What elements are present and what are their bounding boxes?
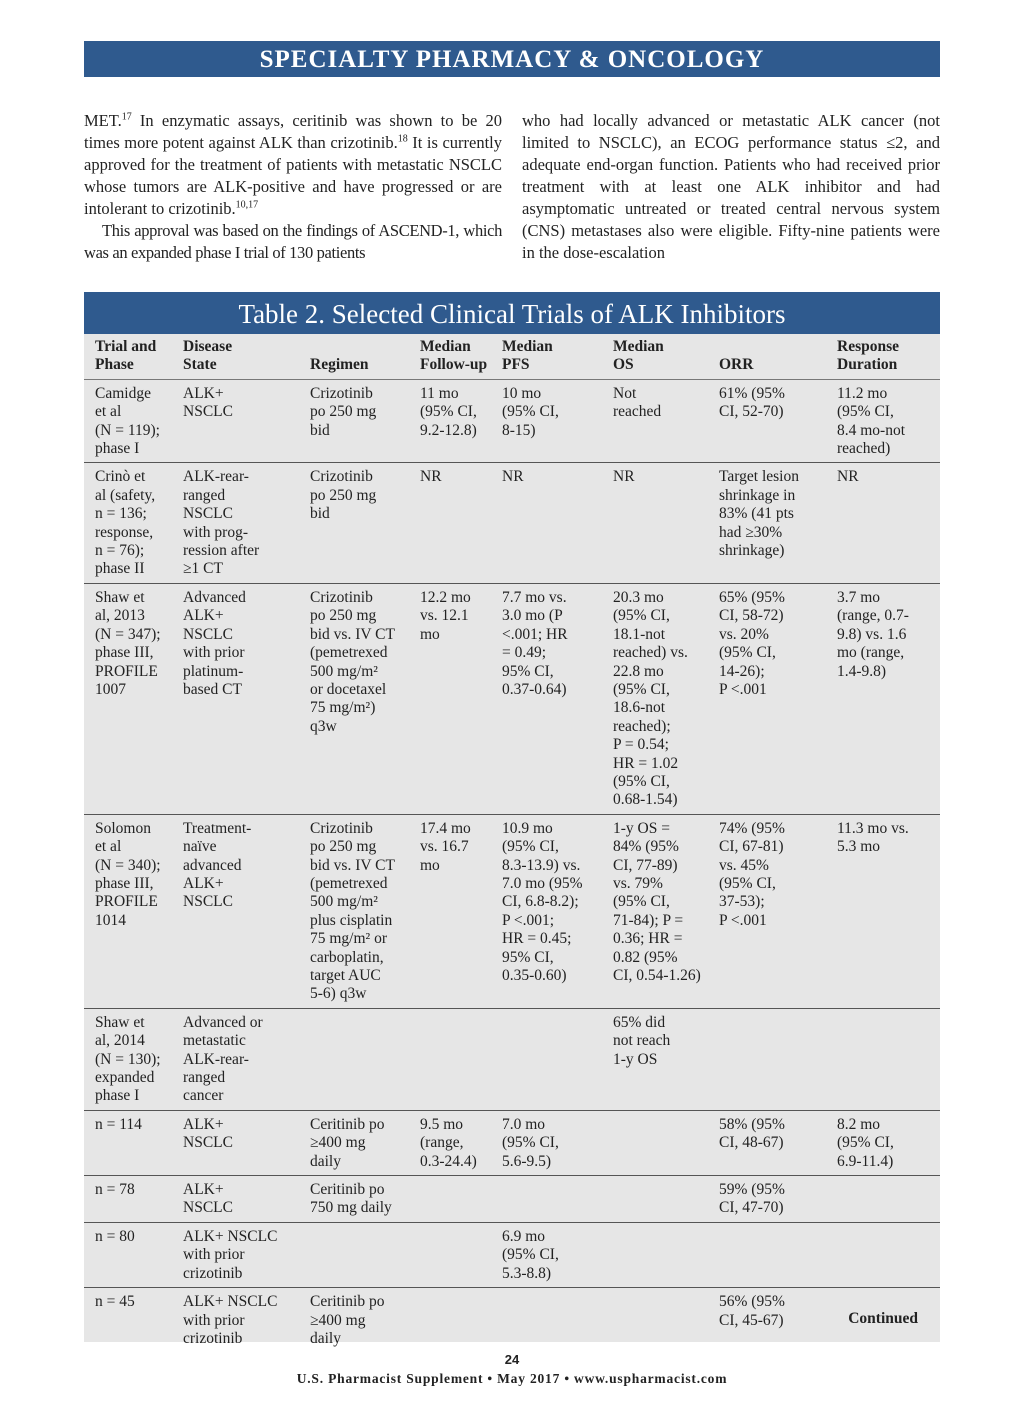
cell-orr bbox=[719, 1222, 837, 1287]
cell-regimen bbox=[310, 1008, 420, 1110]
table-row bbox=[84, 463, 940, 583]
cell-response-duration: 8.2 mo (95% CI, 6.9-11.4) bbox=[837, 1115, 894, 1170]
header-trial-phase: Trial and Phase bbox=[95, 338, 157, 374]
cell-median-follow-up: 17.4 mo vs. 16.7 mo bbox=[420, 819, 471, 874]
header-median-os: Median OS bbox=[613, 338, 664, 374]
trials-table-grid bbox=[84, 334, 940, 1352]
cell-median-os: 65% did not reach 1-y OS bbox=[613, 1013, 671, 1068]
header-disease-state: Disease State bbox=[183, 338, 233, 374]
cell-median-follow-up bbox=[420, 1288, 502, 1353]
table-row bbox=[84, 814, 940, 1008]
table-header-row bbox=[84, 334, 940, 379]
cell-median-pfs: 10.9 mo (95% CI, 8.3-13.9) vs. 7.0 mo (95% CI, 6.8-8.2); P <.001; HR = 0.45; 95% CI, 0.35-0.60) bbox=[502, 819, 583, 984]
cell-orr: 56% (95% CI, 45-67) bbox=[719, 1293, 785, 1329]
cell-trial-phase: Shaw et al, 2014 (N = 130); expanded phase I bbox=[95, 1013, 161, 1105]
table-body bbox=[84, 379, 940, 1352]
cell-regimen: Crizotinib po 250 mg bid bbox=[310, 468, 377, 523]
clinical-trials-table bbox=[84, 292, 940, 1347]
cell-disease-state: ALK+ NSCLC bbox=[183, 1115, 233, 1152]
cell-regimen bbox=[310, 1222, 420, 1287]
cell-disease-state: ALK+ NSCLC with prior crizotinib bbox=[183, 1293, 278, 1347]
table-row bbox=[84, 1176, 940, 1223]
cell-median-os bbox=[613, 1176, 719, 1223]
footer-line: U.S. Pharmacist Supplement • May 2017 • www.uspharmacist.com bbox=[296, 1371, 728, 1386]
page-number: 24 bbox=[504, 1352, 520, 1367]
cell-median-os: 1-y OS = 84% (95% CI, 77-89) vs. 79% (95% CI, 71-84); P = 0.36; HR = 0.82 (95% CI, 0.54-1.26) bbox=[613, 819, 701, 984]
left-paragraph-1: MET.$^{17}$ In enzymatic assays, ceritinib was shown to be 20 times more potent against ALK than crizotinib.$^{18}$ It is currently approved for the treatment of patients with metastatic NSCLC whose tumors are ALK-positive and have progressed or are intolerant to crizotinib.$^{10,17}$ bbox=[84, 111, 502, 218]
cell-regimen: Ceritinib po 750 mg daily bbox=[310, 1181, 392, 1217]
cell-trial-phase: Shaw et al, 2013 (N = 347); phase III, PROFILE 1007 bbox=[95, 588, 161, 698]
left-paragraph-2: This approval was based on the findings of ASCEND-1, which was an expanded phase I trial of 130 patients bbox=[84, 221, 502, 262]
cell-response-duration: 11.2 mo (95% CI, 8.4 mo-not reached) bbox=[837, 384, 906, 458]
cell-median-pfs: 6.9 mo (95% CI, 5.3-8.8) bbox=[502, 1227, 559, 1282]
cell-median-follow-up: 11 mo (95% CI, 9.2-12.8) bbox=[420, 384, 477, 439]
table-row bbox=[84, 1008, 940, 1110]
cell-orr: 61% (95% CI, 52-70) bbox=[719, 384, 785, 421]
header-median-pfs: Median PFS bbox=[502, 338, 553, 374]
cell-disease-state: ALK+ NSCLC bbox=[183, 1181, 233, 1217]
table-row bbox=[84, 1222, 940, 1287]
cell-median-follow-up bbox=[420, 1176, 502, 1223]
cell-median-os: Not reached bbox=[613, 384, 662, 421]
cell-response-duration: 11.3 mo vs. 5.3 mo bbox=[837, 819, 909, 856]
table-row bbox=[84, 583, 940, 814]
cell-median-pfs: 7.0 mo (95% CI, 5.6-9.5) bbox=[502, 1115, 559, 1170]
cell-median-follow-up: 12.2 mo vs. 12.1 mo bbox=[420, 588, 471, 643]
cell-median-follow-up bbox=[420, 1008, 502, 1110]
cell-orr: 65% (95% CI, 58-72) vs. 20% (95% CI, 14-26); P <.001 bbox=[719, 588, 785, 698]
cell-median-follow-up: NR bbox=[420, 468, 442, 486]
cell-trial-phase: Camidge et al (N = 119); phase I bbox=[95, 384, 160, 458]
cell-median-pfs bbox=[502, 1008, 613, 1110]
cell-orr: 74% (95% CI, 67-81) vs. 45% (95% CI, 37-53); P <.001 bbox=[719, 819, 785, 929]
table-row bbox=[84, 1110, 940, 1175]
cell-regimen: Crizotinib po 250 mg bid bbox=[310, 384, 377, 439]
cell-disease-state: Treatment- naïve advanced ALK+ NSCLC bbox=[183, 819, 252, 911]
cell-trial-phase: Solomon et al (N = 340); phase III, PROFILE 1014 bbox=[95, 819, 161, 929]
cell-median-pfs bbox=[502, 1288, 613, 1353]
cell-median-follow-up bbox=[420, 1222, 502, 1287]
cell-median-pfs bbox=[502, 1176, 613, 1223]
cell-response-duration bbox=[837, 1008, 940, 1110]
cell-disease-state: ALK+ NSCLC bbox=[183, 384, 233, 421]
header-regimen: Regimen bbox=[310, 356, 369, 374]
section-banner: SPECIALTY PHARMACY & ONCOLOGY bbox=[84, 41, 940, 77]
cell-median-os bbox=[613, 1288, 719, 1353]
cell-median-os bbox=[613, 1110, 719, 1175]
cell-response-duration: NR bbox=[837, 468, 859, 486]
cell-disease-state: Advanced ALK+ NSCLC with prior platinum- based CT bbox=[183, 588, 246, 698]
table-title: Table 2. Selected Clinical Trials of ALK Inhibitors bbox=[84, 292, 940, 334]
cell-disease-state: ALK+ NSCLC with prior crizotinib bbox=[183, 1227, 278, 1282]
cell-response-duration bbox=[837, 1176, 940, 1223]
cell-median-follow-up: 9.5 mo (range, 0.3-24.4) bbox=[420, 1115, 477, 1170]
cell-median-pfs: 7.7 mo vs. 3.0 mo (P <.001; HR = 0.49; 95% CI, 0.37-0.64) bbox=[502, 588, 568, 698]
right-paragraph-1: who had locally advanced or metastatic ALK cancer (not limited to NSCLC), an ECOG performance status ≤2, and adequate end-organ function. Patients who had received prior treatment with at least one ALK inhibitor and had asymptomatic untreated or treated central nervous system (CNS) metastases also were eligible. Fifty-nine patients were in the dose-escalation bbox=[522, 111, 940, 262]
cell-median-os: NR bbox=[613, 468, 635, 486]
cell-disease-state: Advanced or metastatic ALK-rear- ranged cancer bbox=[183, 1013, 263, 1105]
table-row bbox=[84, 379, 940, 463]
cell-response-duration bbox=[837, 1222, 940, 1287]
cell-orr: 59% (95% CI, 47-70) bbox=[719, 1181, 785, 1217]
cell-median-os bbox=[613, 1222, 719, 1287]
cell-median-pfs: 10 mo (95% CI, 8-15) bbox=[502, 384, 559, 439]
left-column bbox=[84, 110, 502, 264]
cell-median-os: 20.3 mo (95% CI, 18.1-not reached) vs. 22.8 mo (95% CI, 18.6-not reached); P = 0.54; HR = 1.02 (95% CI, 0.68-1.54) bbox=[613, 588, 688, 809]
header-orr: ORR bbox=[719, 356, 754, 374]
cell-orr: 58% (95% CI, 48-67) bbox=[719, 1115, 785, 1152]
cell-regimen: Ceritinib po ≥400 mg daily bbox=[310, 1115, 385, 1170]
cell-trial-phase: n = 45 bbox=[95, 1293, 135, 1311]
cell-regimen: Crizotinib po 250 mg bid vs. IV CT (pemetrexed 500 mg/m² plus cisplatin 75 mg/m² or carboplatin, target AUC 5-6) q3w bbox=[310, 819, 395, 1003]
cell-median-pfs: NR bbox=[502, 468, 524, 486]
continued-label: Continued bbox=[848, 1310, 918, 1327]
cell-orr: Target lesion shrinkage in 83% (41 pts had ≥30% shrinkage) bbox=[719, 468, 799, 560]
cell-response-duration: 3.7 mo (range, 0.7- 9.8) vs. 1.6 mo (range, 1.4-9.8) bbox=[837, 588, 909, 680]
right-column bbox=[522, 110, 940, 264]
cell-regimen: Crizotinib po 250 mg bid vs. IV CT (pemetrexed 500 mg/m² or docetaxel 75 mg/m²) q3w bbox=[310, 588, 395, 735]
cell-trial-phase: Crinò et al (safety, n = 136; response, n = 76); phase II bbox=[95, 468, 156, 578]
table-row bbox=[84, 1288, 940, 1353]
header-median-follow-up: Median Follow-up bbox=[420, 338, 488, 374]
cell-trial-phase: n = 78 bbox=[95, 1181, 135, 1199]
cell-trial-phase: n = 114 bbox=[95, 1115, 142, 1133]
cell-orr bbox=[719, 1008, 837, 1110]
cell-trial-phase: n = 80 bbox=[95, 1227, 135, 1245]
cell-disease-state: ALK-rear- ranged NSCLC with prog- ression after ≥1 CT bbox=[183, 468, 260, 578]
header-response-duration: Response Duration bbox=[837, 338, 900, 374]
cell-regimen: Ceritinib po ≥400 mg daily bbox=[310, 1293, 385, 1347]
